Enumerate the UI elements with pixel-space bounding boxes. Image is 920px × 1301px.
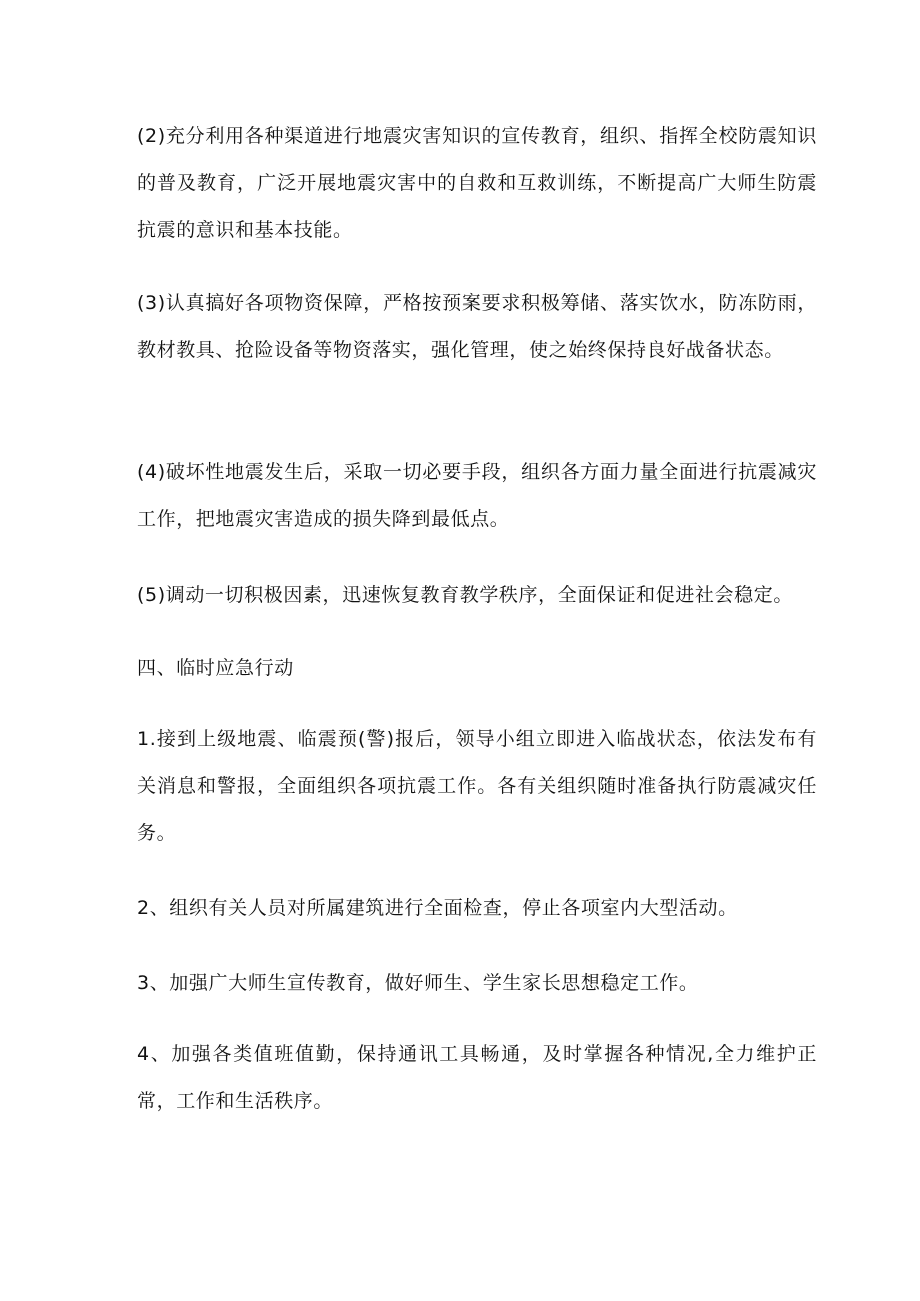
action-item-3: 3、加强广大师生宣传教育，做好师生、学生家长思想稳定工作。: [137, 972, 699, 994]
paragraph-item-3: (3)认真搞好各项物资保障，严格按预案要求积极筹储、落实饮水，防冻防雨，教材教具、抢险设备等物资落实，强化管理，使之始终保持良好战备状态。: [137, 292, 817, 361]
paragraph-item-4: (4)破坏性地震发生后，采取一切必要手段，组织各方面力量全面进行抗震减灾工作，把地震灾害造成的损失降到最低点。: [137, 461, 817, 530]
paragraph-item-2: (2)充分利用各种渠道进行地震灾害知识的宣传教育，组织、指挥全校防震知识的普及教育，广泛开展地震灾害中的自救和互救训练，不断提高广大师生防震抗震的意识和基本技能。: [137, 125, 817, 241]
action-item-4: 4、加强各类值班值勤，保持通讯工具畅通，及时掌握各种情况,全力维护正常，工作和生活秩序。: [137, 1043, 817, 1112]
action-item-1: 1.接到上级地震、临震预(警)报后，领导小组立即进入临战状态，依法发布有关消息和警报，全面组织各项抗震工作。各有关组织随时准备执行防震减灾任务。: [137, 728, 817, 844]
paragraph-item-5: (5)调动一切积极因素，迅速恢复教育教学秩序，全面保证和促进社会稳定。: [137, 584, 793, 606]
section-heading: 四、临时应急行动: [137, 657, 294, 679]
action-item-2: 2、组织有关人员对所属建筑进行全面检查，停止各项室内大型活动。: [137, 897, 738, 919]
